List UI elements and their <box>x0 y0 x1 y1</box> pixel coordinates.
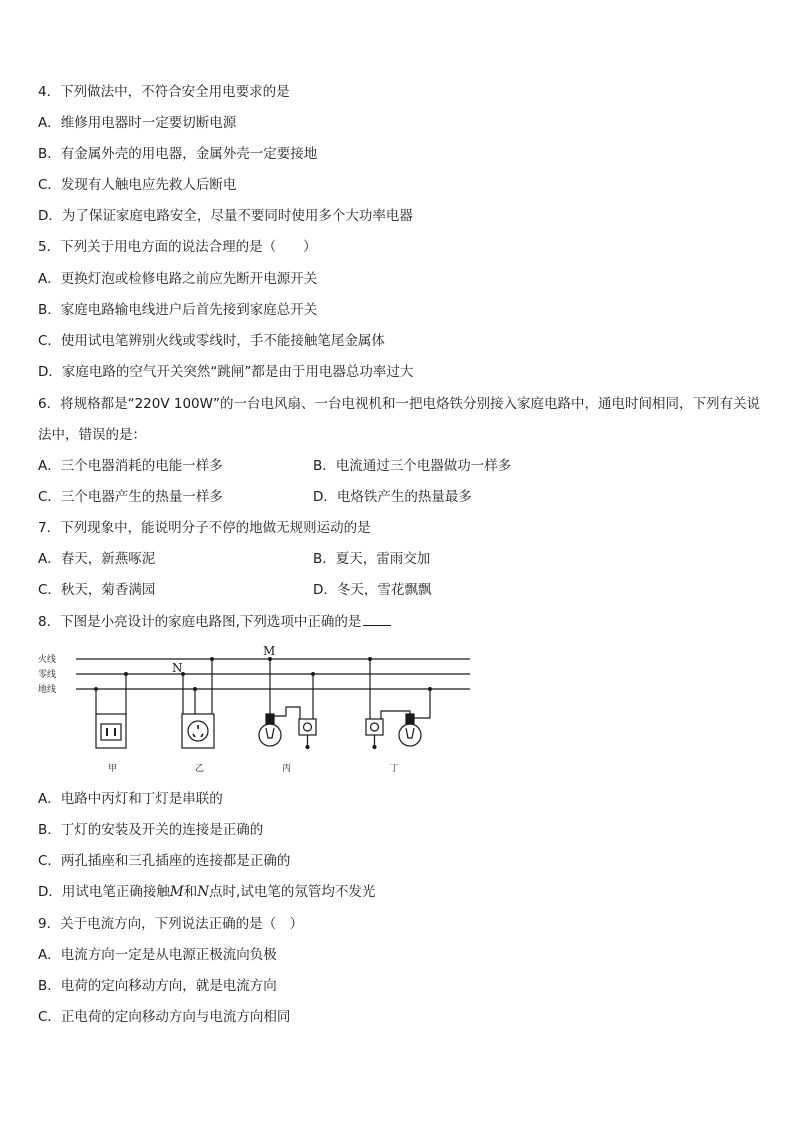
q6-option-a[interactable]: A．三个电器消耗的电能一样多 <box>38 458 223 474</box>
q9-option-a[interactable]: A．电流方向一定是从电源正极流向负极 <box>38 947 277 963</box>
q8-option-a[interactable]: A．电路中丙灯和丁灯是串联的 <box>38 791 223 807</box>
q7-option-d[interactable]: D．冬天，雪花飘飘 <box>313 582 432 598</box>
household-circuit-diagram <box>38 644 478 780</box>
switch-ding <box>366 659 410 749</box>
q7-option-b[interactable]: B．夏天，雷雨交加 <box>313 551 431 567</box>
q8-d-prefix: D．用试电笔正确接触 <box>38 884 170 900</box>
q8-d-point-n: N <box>197 884 210 900</box>
label-ding: 丁 <box>390 764 400 774</box>
q8-stem: 8．下图是小亮设计的家庭电路图,下列选项中正确的是 <box>38 614 362 630</box>
label-jia: 甲 <box>108 764 118 774</box>
q6-option-d[interactable]: D．电烙铁产生的热量最多 <box>313 489 472 505</box>
q9-option-b[interactable]: B．电荷的定向移动方向，就是电流方向 <box>38 978 277 994</box>
three-hole-socket <box>182 659 214 748</box>
answer-blank[interactable] <box>363 613 391 626</box>
q6-stem: 6．将规格都是“220V 100W”的一台电风扇、一台电视机和一把电烙铁分别接入家庭电路中，通电时间相同，下列有关说法中，错误的是： <box>38 396 760 443</box>
wire-label-ground: 地线 <box>38 685 57 695</box>
q4-option-b[interactable]: B．有金属外壳的用电器，金属外壳一定要接地 <box>38 146 318 162</box>
label-bing: 丙 <box>282 764 292 774</box>
q6-option-c[interactable]: C．三个电器产生的热量一样多 <box>38 489 223 505</box>
q9-option-c[interactable]: C．正电荷的定向移动方向与电流方向相同 <box>38 1009 291 1025</box>
wire-label-live: 火线 <box>38 655 57 665</box>
q8-d-and: 和 <box>183 884 198 900</box>
q7-option-c[interactable]: C．秋天，菊香满园 <box>38 582 156 598</box>
wire-label-neutral: 零线 <box>38 670 57 680</box>
label-yi: 乙 <box>195 764 205 774</box>
switch-bing <box>299 674 316 749</box>
q8-d-suffix: 点时,试电笔的氖管均不发光 <box>209 884 376 900</box>
point-n-label: N <box>172 661 183 675</box>
q4-option-c[interactable]: C．发现有人触电应先救人后断电 <box>38 177 237 193</box>
q7-option-a[interactable]: A．春天，新燕啄泥 <box>38 551 156 567</box>
q9-stem: 9．关于电流方向，下列说法正确的是（ ） <box>38 916 304 932</box>
q8-option-b[interactable]: B．丁灯的安装及开关的连接是正确的 <box>38 822 264 838</box>
q8-option-d[interactable] <box>38 883 375 901</box>
q5-stem: 5．下列关于用电方面的说法合理的是（ ） <box>38 239 317 255</box>
q4-option-a[interactable]: A．维修用电器时一定要切断电源 <box>38 115 237 131</box>
lamp-ding <box>399 689 430 746</box>
q4-stem: 4．下列做法中，不符合安全用电要求的是 <box>38 84 290 100</box>
q5-option-d[interactable]: D．家庭电路的空气开关突然“跳闸”都是由于用电器总功率过大 <box>38 364 414 380</box>
q6-option-b[interactable]: B．电流通过三个电器做功一样多 <box>313 458 512 474</box>
lamp-bing <box>259 659 300 746</box>
q5-option-c[interactable]: C．使用试电笔辨别火线或零线时，手不能接触笔尾金属体 <box>38 333 385 349</box>
q8-d-point-m: M <box>169 884 184 900</box>
point-m-label: M <box>263 644 276 658</box>
two-hole-socket <box>96 674 126 748</box>
q5-option-a[interactable]: A．更换灯泡或检修电路之前应先断开电源开关 <box>38 271 318 287</box>
q8-option-c[interactable]: C．两孔插座和三孔插座的连接都是正确的 <box>38 853 291 869</box>
q5-option-b[interactable]: B．家庭电路输电线进户后首先接到家庭总开关 <box>38 302 318 318</box>
q8-stem-line <box>38 613 391 631</box>
q7-stem: 7．下列现象中，能说明分子不停的地做无规则运动的是 <box>38 520 371 536</box>
q4-option-d[interactable]: D．为了保证家庭电路安全，尽量不要同时使用多个大功率电器 <box>38 208 413 224</box>
